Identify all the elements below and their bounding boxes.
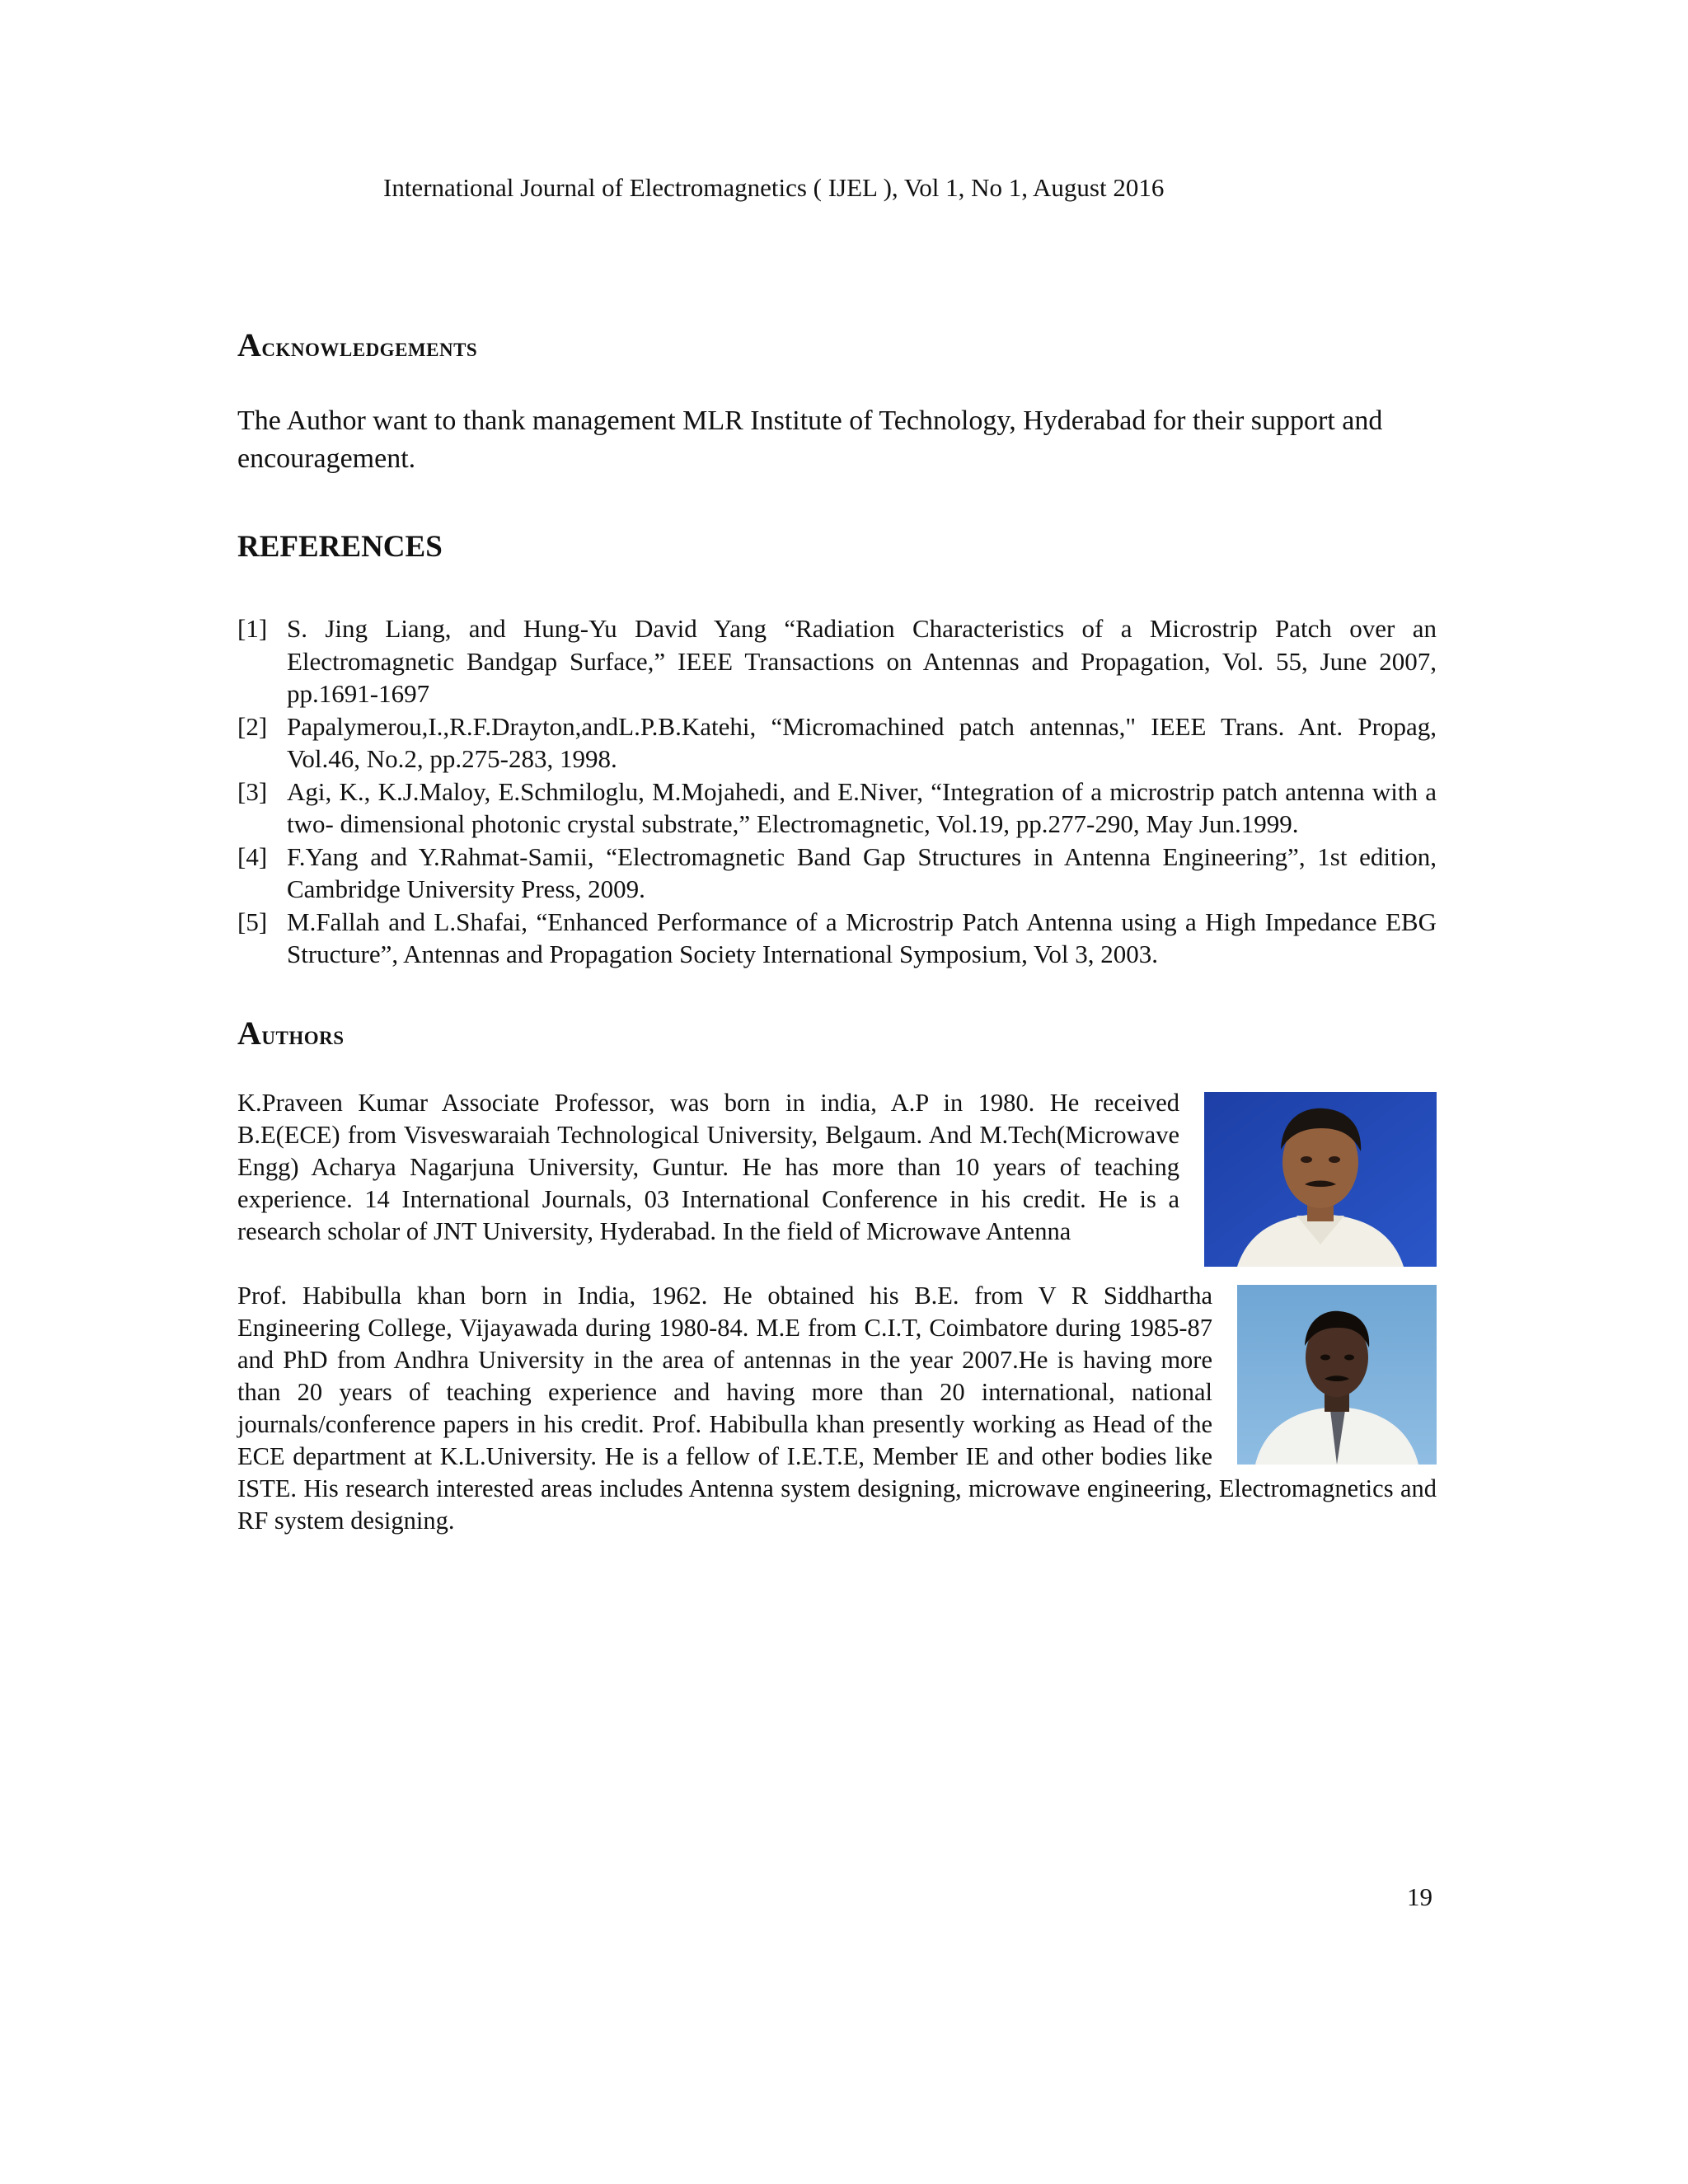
- reference-text: M.Fallah and L.Shafai, “Enhanced Performance of a Microstrip Patch Antenna using a High Impedance EBG Structure”, Antennas and Propagation Society International Symposium, Vol 3, 2003.: [287, 907, 1437, 968]
- reference-number: [3]: [237, 776, 268, 806]
- running-head: International Journal of Electromagnetics ( IJEL ), Vol 1, No 1, August 2016: [383, 173, 1165, 202]
- acknowledgements-section: [237, 326, 1437, 478]
- page-content: [237, 326, 1437, 1537]
- acknowledgements-heading: [237, 326, 1437, 364]
- reference-number: [2]: [237, 711, 268, 741]
- references-heading: REFERENCES: [237, 530, 443, 564]
- reference-text: Agi, K., K.J.Maloy, E.Schmiloglu, M.Mojahedi, and E.Niver, “Integration of a microstrip patch antenna with a two- dimensional photonic crystal substrate,” Electromagnetic, Vol.19, pp.277-290, May Jun.1999.: [287, 776, 1437, 838]
- author-portrait-image: [1237, 1285, 1437, 1465]
- reference-item: [237, 612, 1437, 710]
- reference-text: S. Jing Liang, and Hung-Yu David Yang “Radiation Characteristics of a Microstrip Patch over an Electromagnetic Bandgap Surface,” IEEE Transactions on Antennas and Propagation, Vol. 55, June 2007, pp.1691-1697: [287, 614, 1437, 708]
- reference-item: [237, 776, 1437, 841]
- reference-item: [237, 906, 1437, 971]
- author-bio-text: Prof. Habibulla khan born in India, 1962. He obtained his B.E. from V R Siddhartha Engineering College, Vijayawada during 1980-84. M.E from C.I.T, Coimbatore during 1985-87 and PhD from Andhra University in the area of antennas in the year 2007.He is having more than 20 years of teaching experience and having more than 20 international, national journals/conference papers in his credit. Prof. Habibulla khan presently working as Head of the ECE department at K.L.University. He is a fellow of I.E.T.E, Member IE and other bodies like ISTE. His research interested areas includes Antenna system designing, microwave engineering, Electromagnetics and RF system designing.: [237, 1281, 1437, 1535]
- author-bio-2: [237, 1280, 1437, 1537]
- author-photo-2: [1237, 1285, 1437, 1465]
- references-section: [237, 529, 1437, 971]
- authors-section: [237, 1014, 1437, 1537]
- reference-item: [237, 841, 1437, 906]
- reference-text: Papalymerou,I.,R.F.Drayton,andL.P.B.Katehi, “Micromachined patch antennas," IEEE Trans. Ant. Propag, Vol.46, No.2, pp.275-283, 1998.: [287, 711, 1437, 773]
- reference-text: F.Yang and Y.Rahmat-Samii, “Electromagnetic Band Gap Structures in Antenna Engineering”, 1st edition, Cambridge University Press, 2009.: [287, 841, 1437, 903]
- authors-heading: [237, 1014, 1437, 1052]
- author-portrait-image: [1204, 1092, 1437, 1267]
- acknowledgements-heading-rest: cknowledgements: [261, 333, 478, 363]
- author-bio-1: [237, 1087, 1437, 1248]
- authors-heading-cap: A: [237, 1014, 262, 1052]
- author-photo-1: [1204, 1092, 1437, 1267]
- author-bio-text: K.Praveen Kumar Associate Professor, was born in india, A.P in 1980. He received B.E(ECE) from Visveswaraiah Technological University, Belgaum. And M.Tech(Microwave Engg) Acharya Nagarjuna University, Guntur. He has more than 10 years of teaching experience. 14 International Journals, 03 International Conference in his credit. He is a research scholar of JNT University, Hyderabad. In the field of Microwave Antenna: [237, 1088, 1179, 1245]
- reference-number: [4]: [237, 841, 268, 871]
- acknowledgements-heading-cap: A: [237, 326, 262, 363]
- reference-item: [237, 710, 1437, 776]
- reference-number: [5]: [237, 907, 268, 936]
- reference-number: [1]: [237, 614, 268, 643]
- acknowledgements-body: The Author want to thank management MLR Institute of Technology, Hyderabad for their support and encouragement.: [237, 405, 1383, 474]
- reference-list: [237, 612, 1437, 971]
- page-number: 19: [1407, 1882, 1432, 1911]
- authors-heading-rest: uthors: [261, 1020, 345, 1051]
